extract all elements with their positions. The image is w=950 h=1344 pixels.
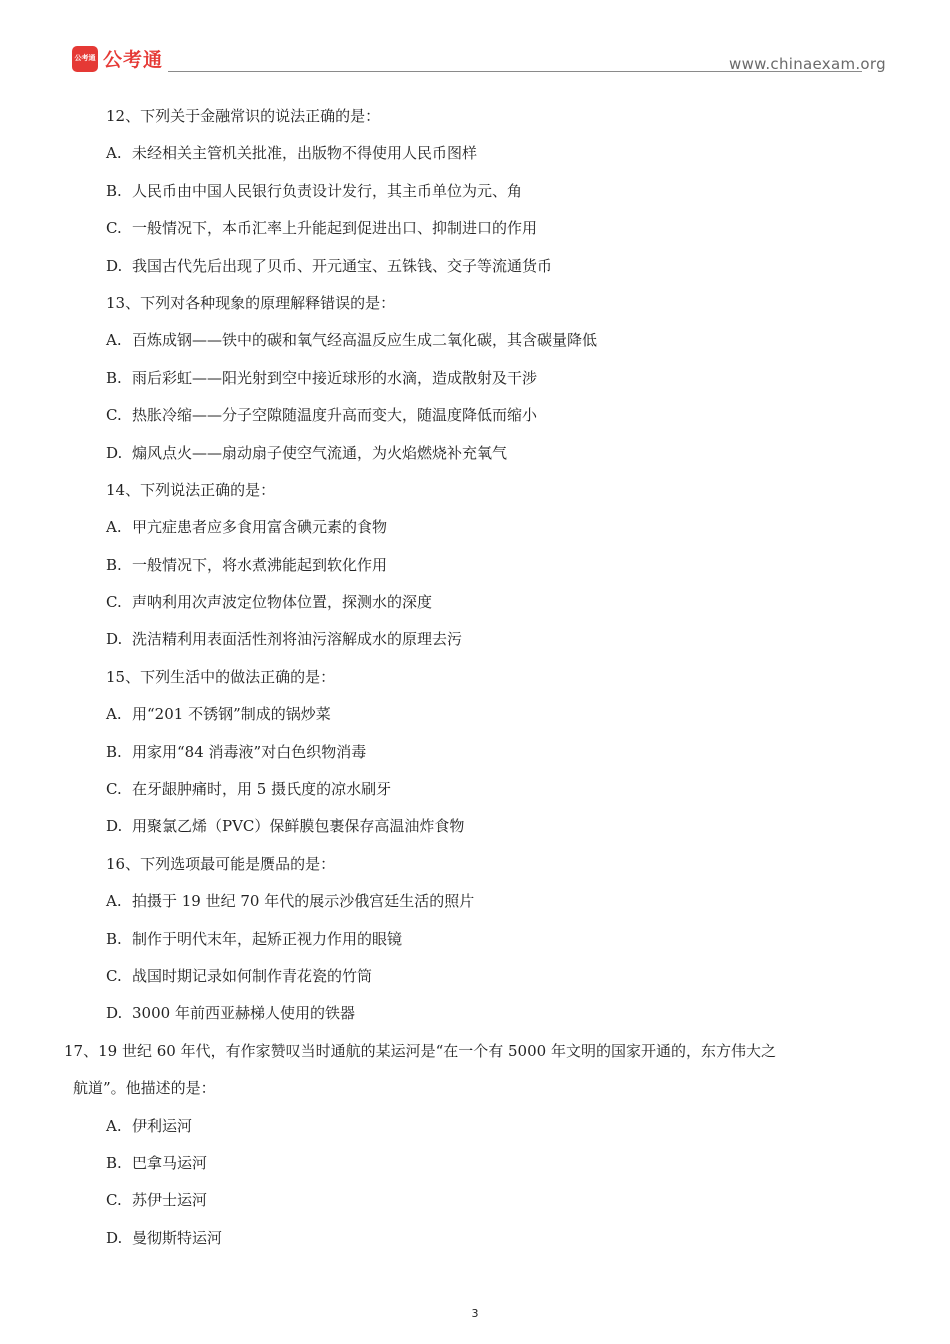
option-row [0, 512, 950, 549]
option-row [0, 1148, 950, 1185]
option-text: 曼彻斯特运河 [132, 1228, 223, 1247]
option-row [0, 400, 950, 437]
option-text: 苏伊士运河 [132, 1191, 208, 1210]
option-letter: C. [106, 406, 122, 425]
option-text: 洗洁精利用表面活性剂将油污溶解成水的原理去污 [132, 630, 463, 649]
option-letter: D. [106, 1004, 123, 1023]
option-letter: A. [106, 144, 122, 163]
option-letter: A. [106, 518, 122, 537]
option-letter: D. [106, 630, 123, 649]
option-row [0, 924, 950, 961]
option-text: 我国古代先后出现了贝币、开元通宝、五铢钱、交子等流通货币 [132, 256, 553, 275]
option-letter: A. [106, 1116, 122, 1135]
option-letter: A. [106, 705, 122, 724]
option-text: 百炼成钢——铁中的碳和氧气经高温反应生成二氧化碳，其含碳量降低 [132, 331, 598, 350]
page-header [0, 0, 950, 100]
option-row [0, 811, 950, 848]
option-letter: D. [106, 1228, 123, 1247]
option-text: 甲亢症患者应多食用富含碘元素的食物 [132, 518, 388, 537]
option-text: 热胀冷缩——分子空隙随温度升高而变大，随温度降低而缩小 [132, 406, 538, 425]
option-row [0, 550, 950, 587]
option-letter: C. [106, 1191, 122, 1210]
option-letter: B. [106, 368, 122, 387]
question-title: 12、下列关于金融常识的说法正确的是： [106, 107, 381, 125]
option-text: 未经相关主管机关批准，出版物不得使用人民币图样 [132, 144, 478, 163]
option-letter: C. [106, 593, 122, 612]
option-text: 用“201 不锈钢”制成的锅炒菜 [132, 705, 331, 724]
option-row [0, 1185, 950, 1222]
option-letter: B. [106, 181, 122, 200]
option-row [0, 176, 950, 213]
logo [72, 45, 163, 72]
page-number: 3 [471, 1307, 479, 1320]
option-row [0, 737, 950, 774]
question-title-continued: 航道”。他描述的是： [73, 1079, 216, 1098]
option-row [0, 213, 950, 250]
option-letter: B. [106, 1153, 122, 1172]
option-row [0, 363, 950, 400]
option-letter: A. [106, 331, 122, 350]
question-title: 15、下列生活中的做法正确的是： [106, 667, 336, 686]
option-row [0, 1223, 950, 1260]
option-text: 3000 年前西亚赫梯人使用的铁器 [132, 1004, 355, 1023]
option-letter: C. [106, 966, 122, 985]
option-text: 战国时期记录如何制作青花瓷的竹筒 [132, 966, 373, 985]
option-text: 一般情况下，将水煮沸能起到软化作用 [132, 555, 388, 574]
option-text: 一般情况下，本币汇率上升能起到促进出口、抑制进口的作用 [132, 219, 538, 238]
option-text: 伊利运河 [132, 1116, 193, 1135]
option-letter: D. [106, 817, 123, 836]
question-title: 17、19 世纪 60 年代，有作家赞叹当时通航的某运河是“在一个有 5000 年文明的国家开通的，东方伟大之 [64, 1041, 776, 1060]
option-text: 在牙龈肿痛时，用 5 摄氏度的凉水刷牙 [132, 780, 392, 799]
site-url: www.chinaexam.org [729, 55, 886, 73]
option-text: 声呐利用次声波定位物体位置，探测水的深度 [132, 593, 433, 612]
option-letter: B. [106, 742, 122, 761]
option-text: 煽风点火——扇动扇子使空气流通，为火焰燃烧补充氧气 [132, 443, 508, 462]
option-letter: D. [106, 256, 123, 275]
option-row [0, 138, 950, 175]
option-letter: A. [106, 892, 122, 911]
option-letter: B. [106, 555, 122, 574]
option-text: 巴拿马运河 [132, 1153, 208, 1172]
option-row [0, 325, 950, 362]
logo-badge-icon: 公考通 [72, 46, 98, 72]
option-letter: C. [106, 219, 122, 238]
question-title: 14、下列说法正确的是： [106, 480, 276, 499]
option-row [0, 624, 950, 661]
option-row [0, 251, 950, 288]
option-letter: D. [106, 443, 123, 462]
option-row [0, 438, 950, 475]
question-title: 13、下列对各种现象的原理解释错误的是： [106, 293, 396, 312]
logo-text: 公考通 [103, 49, 164, 71]
document-body [0, 101, 950, 1260]
option-row [0, 587, 950, 624]
option-row [0, 998, 950, 1035]
option-text: 人民币由中国人民银行负责设计发行，其主币单位为元、角 [132, 181, 523, 200]
option-letter: B. [106, 929, 122, 948]
option-text: 用家用“84 消毒液”对白色织物消毒 [132, 742, 367, 761]
option-row [0, 961, 950, 998]
question-title: 16、下列选项最可能是赝品的是： [106, 854, 336, 873]
option-text: 制作于明代末年，起矫正视力作用的眼镜 [132, 929, 403, 948]
option-row [0, 1111, 950, 1148]
option-row [0, 699, 950, 736]
option-text: 用聚氯乙烯（PVC）保鲜膜包裹保存高温油炸食物 [132, 817, 465, 836]
option-row [0, 886, 950, 923]
option-row [0, 774, 950, 811]
option-letter: C. [106, 780, 122, 799]
option-text: 拍摄于 19 世纪 70 年代的展示沙俄宫廷生活的照片 [132, 892, 475, 911]
option-text: 雨后彩虹——阳光射到空中接近球形的水滴，造成散射及干涉 [132, 368, 538, 387]
